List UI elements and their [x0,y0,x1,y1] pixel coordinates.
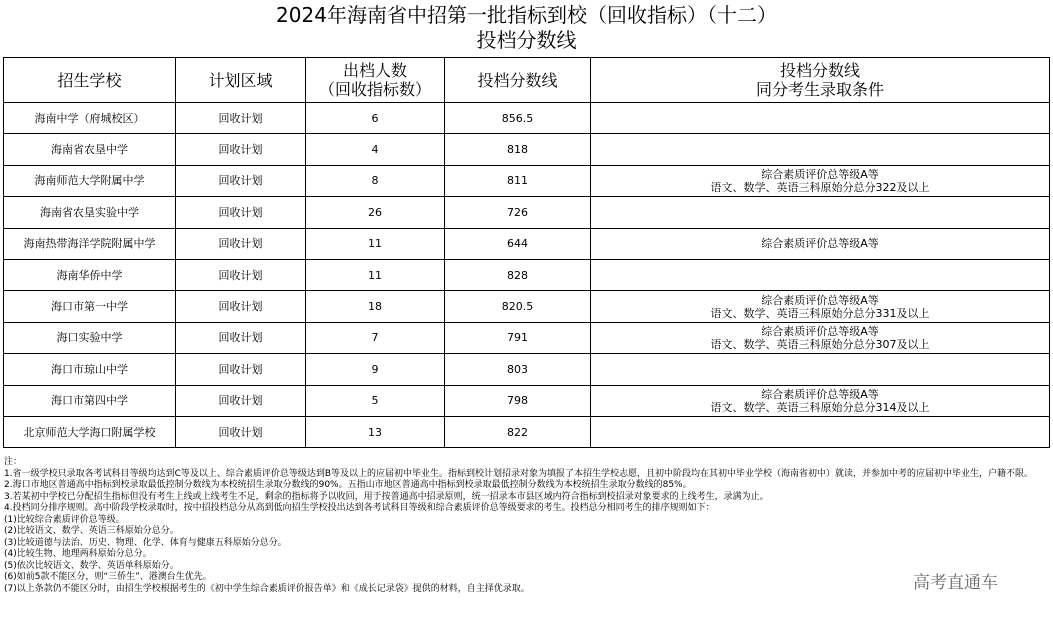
score-table [3,57,1050,448]
cell-school: 海南省农垦实验中学 [4,197,176,228]
cell-score: 803 [445,354,591,385]
cell-score: 822 [445,416,591,447]
cell-region: 回收计划 [176,259,306,290]
cell-school: 海口市第一中学 [4,291,176,322]
table-row [4,416,1050,447]
column-header: 出档人数 （回收指标数） [306,58,445,103]
table-row [4,228,1050,259]
cell-count: 9 [306,354,445,385]
watermark: 高考直通车 [913,573,998,593]
cell-count: 7 [306,322,445,353]
notes [4,457,1049,595]
cell-count: 6 [306,103,445,134]
cell-cond: 综合素质评价总等级A等 语文、数学、英语三科原始分总分322及以上 [591,165,1050,196]
note-line: (2)比较语文、数学、英语三科原始分总分。 [4,526,179,536]
cell-cond: 综合素质评价总等级A等 语文、数学、英语三科原始分总分307及以上 [591,322,1050,353]
cell-region: 回收计划 [176,228,306,259]
cell-cond: 综合素质评价总等级A等 语文、数学、英语三科原始分总分314及以上 [591,385,1050,416]
cell-cond [591,416,1050,447]
column-header: 投档分数线 同分考生录取条件 [591,58,1050,103]
note-line: 4.投档同分排序规则。高中阶段学校录取时，按中招投档总分从高到低向招生学校投出达到各考试科目等级和综合素质评价总等级要求的考生。投档总分相同考生的排序规则如下： [4,503,715,513]
cell-cond: 综合素质评价总等级A等 [591,228,1050,259]
cell-cond [591,103,1050,134]
note-line: (5)依次比较语文、数学、英语单科原始分。 [4,560,179,571]
cell-score: 818 [445,134,591,165]
cell-region: 回收计划 [176,197,306,228]
cell-school: 海口实验中学 [4,322,176,353]
cell-region: 回收计划 [176,385,306,416]
table-row [4,291,1050,322]
note-line: (4)比较生物、地理两科原始分总分。 [4,549,152,559]
column-header: 投档分数线 [445,58,591,103]
cell-region: 回收计划 [176,165,306,196]
cell-school: 北京师范大学海口附属学校 [4,416,176,447]
cell-score: 828 [445,259,591,290]
table-row [4,103,1050,134]
column-header: 计划区域 [176,58,306,103]
cell-school: 海南热带海洋学院附属中学 [4,228,176,259]
table-row [4,197,1050,228]
note-line: (6)如前5款不能区分，则“三侨生”、港澳台生优先。 [4,572,212,582]
cell-count: 5 [306,385,445,416]
cell-cond [591,354,1050,385]
note-line: (7)以上条款仍不能区分时，由招生学校根据考生的《初中学生综合素质评价报告单》和《成长记录袋》提供的材料，自主择优录取。 [4,583,530,594]
column-header: 招生学校 [4,58,176,103]
cell-score: 726 [445,197,591,228]
note-line: (1)比较综合素质评价总等级。 [4,514,125,525]
table-row [4,165,1050,196]
cell-school: 海口市第四中学 [4,385,176,416]
cell-region: 回收计划 [176,291,306,322]
cell-region: 回收计划 [176,354,306,385]
cell-count: 11 [306,228,445,259]
cell-cond [591,197,1050,228]
note-line: 2.海口市地区普通高中指标到校录取最低控制分数线为本校统招生录取分数线的90%。五指山市地区普通高中指标到校录取最低控制分数线为本校统招生录取分数线的85%。 [4,480,692,490]
note-line: 3.若某初中学校已分配招生指标但没有考生上线或上线考生不足，剩余的指标将予以收回，用于按普通高中招录原则，统一招录本市县区域内符合指标到校招录对象要求的上线考生，录满为止。 [4,491,769,502]
cell-school: 海口市琼山中学 [4,354,176,385]
cell-region: 回收计划 [176,322,306,353]
note-line: (3)比较道德与法治、历史、物理、化学、体育与健康五科原始分总分。 [4,537,287,548]
cell-count: 26 [306,197,445,228]
cell-score: 791 [445,322,591,353]
cell-region: 回收计划 [176,103,306,134]
cell-count: 8 [306,165,445,196]
cell-score: 856.5 [445,103,591,134]
cell-score: 798 [445,385,591,416]
cell-school: 海南中学（府城校区） [4,103,176,134]
cell-score: 644 [445,228,591,259]
table-row [4,134,1050,165]
cell-score: 811 [445,165,591,196]
table-row [4,354,1050,385]
cell-school: 海南省农垦中学 [4,134,176,165]
cell-cond [591,134,1050,165]
cell-school: 海南师范大学附属中学 [4,165,176,196]
table-row [4,385,1050,416]
cell-cond [591,259,1050,290]
note-line: 1.省一级学校只录取各考试科目等级均达到C等及以上、综合素质评价总等级达到B等及以上的应届初中毕业生。指标到校计划招录对象为填报了本招生学校志愿，且初中阶段均在其初中毕业学校（海南省初中）就读，并参加中考的应届初中毕业生，户籍不限。 [4,468,1034,479]
page-subtitle: 投档分数线 [476,28,577,52]
cell-count: 4 [306,134,445,165]
cell-count: 11 [306,259,445,290]
table-row [4,322,1050,353]
cell-score: 820.5 [445,291,591,322]
cell-count: 13 [306,416,445,447]
cell-region: 回收计划 [176,134,306,165]
cell-count: 18 [306,291,445,322]
cell-region: 回收计划 [176,416,306,447]
cell-school: 海南华侨中学 [4,259,176,290]
table-row [4,259,1050,290]
page-title: 2024年海南省中招第一批指标到校（回收指标）（十二） [276,3,777,27]
cell-cond: 综合素质评价总等级A等 语文、数学、英语三科原始分总分331及以上 [591,291,1050,322]
note-line: 注： [4,457,23,467]
